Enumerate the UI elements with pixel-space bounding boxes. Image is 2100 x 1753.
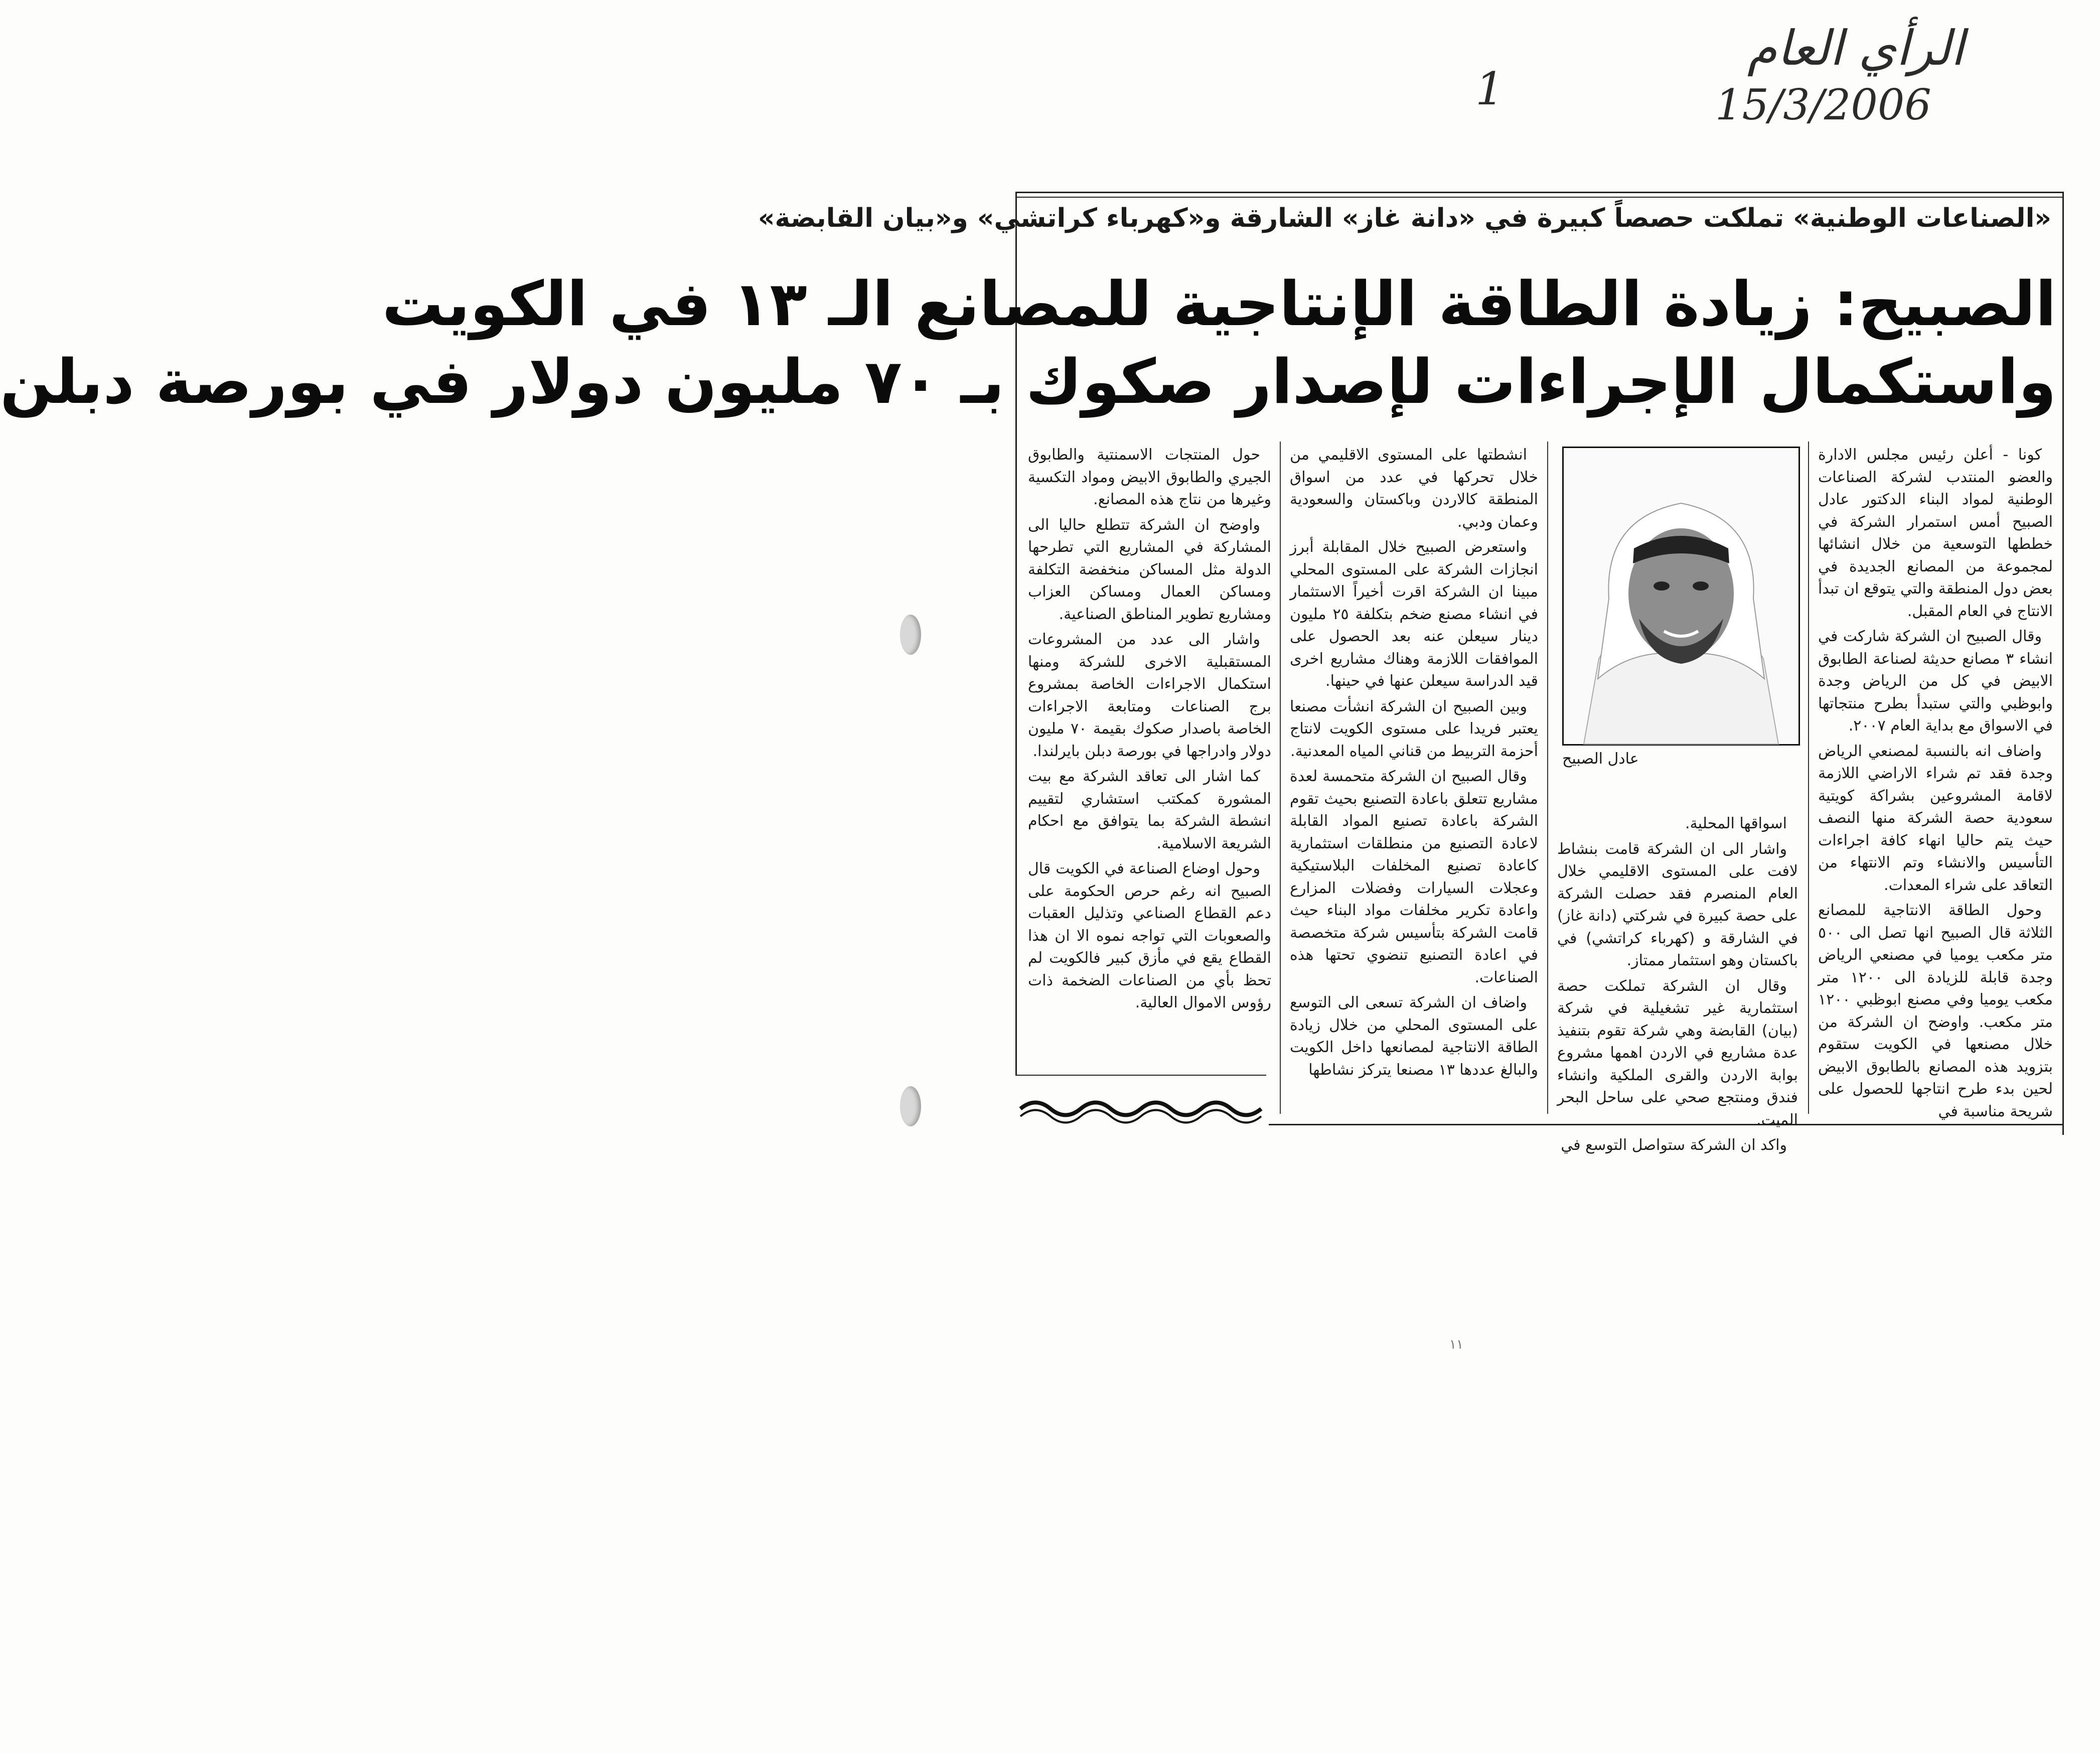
punch-hole (900, 1086, 921, 1126)
article-column-2 (1557, 813, 1798, 1154)
paragraph: واوضح ان الشركة تتطلع حاليا الى المشاركة في المشاريع التي تطرحها الدولة مثل المساكن منخفضة التكلفة ومساكن العمال ومساكن العزاب ومشاريع تطوير المناطق الصناعية. (1028, 516, 1271, 623)
paragraph: اسواقها المحلية. (1685, 815, 1787, 832)
paragraph: واشار الى عدد من المشروعات المستقبلية الاخرى للشركة ومنها استكمال الاجراءات الخاصة بمشروع برج الصناعات ومتابعة الاجراءات الخاصة باصدار صكوك بقيمة ٧٠ مليون دولار وادراجها في بورصة دبلن بايرلندا. (1028, 631, 1271, 760)
column-divider (1280, 442, 1281, 1114)
punch-hole (900, 615, 921, 655)
paragraph: وقال ان الشركة تملكت حصة استثمارية غير تشغيلية في شركة (بيان) القابضة وهي شركة تقوم بتنفيذ عدة مشاريع في الاردن اهمها مشروع بوابة الاردن والقرى الملكية وانشاء فندق ومنتجع صحي على ساحل البحر الميت. (1557, 977, 1798, 1129)
paragraph: وقال الصبيح ان الشركة شاركت في انشاء ٣ مصانع حديثة لصناعة الطابوق الابيض في كل من الرياض وجدة وابوظبي والتي ستبدأ بطرح منتجاتها في الاسواق مع بداية العام ٢٠٠٧. (1818, 628, 2053, 735)
article-column-1 (1818, 444, 2053, 1120)
handwritten-newspaper-name: الرأي العام (1747, 20, 1965, 76)
paragraph: واشار الى ان الشركة قامت بنشاط لافت على المستوى الاقليمي خلال العام المنصرم فقد حصلت الشركة على حصة كبيرة في شركتي (دانة غاز) في الشارقة و (كهرباء كراتشي) في باكستان وهو استثمار ممتاز. (1557, 840, 1798, 969)
column-divider (1808, 442, 1809, 1114)
sidebar-rule (1015, 1075, 1266, 1076)
article-kicker: «الصناعات الوطنية» تملكت حصصاً كبيرة في «دانة غاز» الشارقة و«كهرباء كراتشي» و«بيان القابضة» (758, 203, 2051, 233)
top-rule-thin (1015, 197, 2064, 198)
end-ornament (1015, 1094, 1266, 1124)
paragraph: وبين الصبيح ان الشركة انشأت مصنعا يعتبر فريدا على مستوى الكويت لانتاج أحزمة التربيط من قناني المياه المعدنية. (1290, 697, 1538, 760)
paragraph: واستعرض الصبيح خلال المقابلة أبرز انجازات الشركة على المستوى المحلي مبينا ان الشركة اقرت أخيراً الاستثمار في انشاء مصنع ضخم بتكلفة ٢٥ مليون دينار سيعلن عنه بعد الحصول على الموافقات اللازمة وهناك مشاريع اخرى قيد الدراسة سيعلن عنها في حينها. (1290, 538, 1538, 690)
photo-caption: عادل الصبيح (1562, 750, 1639, 768)
article-column-4 (1028, 444, 1271, 1066)
paragraph: حول المنتجات الاسمنتية والطابوق الجيري والطابوق الابيض ومواد التكسية وغيرها من نتاج هذه المصانع. (1028, 446, 1271, 508)
paragraph: وحول اوضاع الصناعة في الكويت قال الصبيح انه رغم حرص الحكومة على دعم القطاع الصناعي وتذليل العقبات والصعوبات التي تواجه نموه الا ان هذا القطاع يقع في مأزق كبير فالكويت لم تحظ بأي من الصناعات الضخمة ذات رؤوس الاموال العالية. (1028, 860, 1271, 1011)
right-rule (2062, 192, 2064, 1135)
portrait-photo (1562, 447, 1800, 746)
handwritten-page-number: 1 (1475, 63, 1505, 115)
paragraph: واضاف انه بالنسبة لمصنعي الرياض وجدة فقد تم شراء الاراضي اللازمة لاقامة المشروعين بشراكة كويتية سعودية حصة الشركة منها النصف حيث يتم حاليا انهاء كافة اجراءات التأسيس والانشاء وتم الانتهاء من التعاقد على شراء المعدات. (1818, 742, 2053, 894)
portrait-illustration (1564, 448, 1798, 744)
top-rule (1015, 192, 2064, 193)
headline-line-1: الصبيح: زيادة الطاقة الإنتاجية للمصانع الـ ١٣ في الكويت (382, 268, 2056, 340)
article-column-3 (1290, 444, 1538, 1111)
paragraph: واضاف ان الشركة تسعى الى التوسع على المستوى المحلي من خلال زيادة الطاقة الانتاجية لمصانعها داخل الكويت والبالغ عددها ١٣ مصنعا يتركز نشاطها (1290, 994, 1538, 1079)
paragraph: وقال الصبيح ان الشركة متحمسة لعدة مشاريع تتعلق باعادة التصنيع بحيث تقوم الشركة باعادة تصنيع المواد القابلة لاعادة التصنيع من منطلقات استثمارية كاعادة تصنيع المخلفات البلاستيكية وعجلات السيارات وفضلات المزارع واعادة تكرير مخلفات مواد البناء حيث قامت الشركة بتأسيس شركة متخصصة في اعادة التصنيع تنضوي تحتها هذه الصناعات. (1290, 768, 1538, 986)
paragraph: انشطتها على المستوى الاقليمي من خلال تحركها في عدد من اسواق المنطقة كالاردن وباكستان والسعودية وعمان ودبي. (1290, 446, 1538, 531)
handwritten-date: 15/3/2006 (1715, 80, 1931, 129)
column-divider (1547, 442, 1548, 1114)
paragraph: كما اشار الى تعاقد الشركة مع بيت المشورة كمكتب استشاري لتقييم انشطة الشركة بما يتوافق مع احكام الشريعة الاسلامية. (1028, 768, 1271, 852)
paragraph: كونا - أعلن رئيس مجلس الادارة والعضو المنتدب لشركة الصناعات الوطنية لمواد البناء الدكتور عادل الصبيح أمس استمرار الشركة في خططها التوسعية من خلال انشائها لمجموعة من المصانع الجديدة في بعض دول المنطقة والتي يتوقع ان تبدأ الانتاج في العام المقبل. (1818, 446, 2053, 620)
page-mark: ١١ (1449, 1337, 1463, 1352)
paragraph: وحول الطاقة الانتاجية للمصانع الثلاثة قال الصبيح انها تصل الى ٥٠٠ متر مكعب يوميا في مصنعي الرياض وجدة قابلة للزيادة الى ١٢٠٠ متر مكعب يوميا وفي مصنع ابوظبي ١٢٠٠ متر مكعب. واوضح ان الشركة من خلال مصنعها في الكويت ستقوم بتزويد هذه المصانع بالطابوق الابيض لحين بدء طرح انتاجها للحصول على شريحة مناسبة في (1818, 902, 2053, 1120)
paragraph: واكد ان الشركة ستواصل التوسع في (1561, 1136, 1787, 1154)
headline-line-2: واستكمال الإجراءات لإصدار صكوك بـ ٧٠ مليون دولار في بورصة دبلن (0, 346, 2056, 417)
